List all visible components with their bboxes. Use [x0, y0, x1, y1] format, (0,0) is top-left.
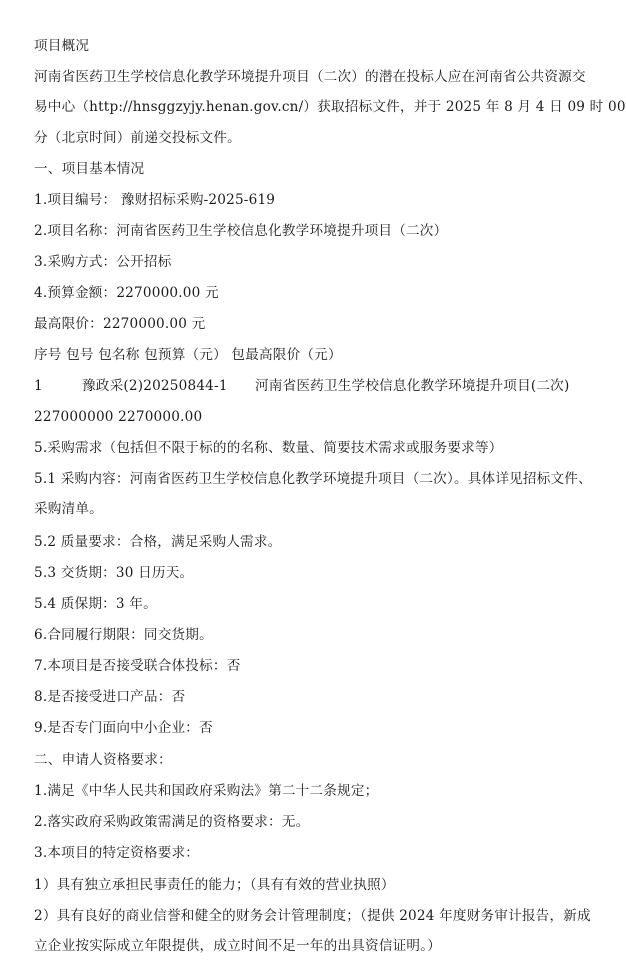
row-number: 1	[34, 378, 43, 394]
max-price: 最高限价：2270000.00 元	[34, 316, 206, 332]
project-number: 1.项目编号： 豫财招标采购-2025-619	[34, 192, 276, 208]
package-row-amounts: 227000000 2270000.00	[34, 409, 203, 425]
qualification-2: 2.落实政府采购政策需满足的资格要求：无。	[34, 814, 310, 830]
package-table-header: 序号 包号 包名称 包预算（元） 包最高限价（元）	[34, 347, 342, 363]
procurement-method: 3.采购方式：公开招标	[34, 254, 172, 270]
qualification-3-1: 1）具有独立承担民事责任的能力；（具有有效的营业执照）	[34, 877, 395, 893]
content-line-1: 5.1 采购内容：河南省医药卫生学校信息化教学环境提升项目（二次）。具体详见招标文件、	[34, 471, 592, 487]
qualification-3: 3.本项目的特定资格要求：	[34, 845, 200, 861]
section-title: 项目概况	[34, 38, 90, 54]
contract-period: 6.合同履行期限：同交货期。	[34, 627, 213, 643]
warranty-period: 5.4 质保期：3 年。	[34, 596, 157, 612]
heading-basic-info: 一、项目基本情况	[34, 161, 145, 177]
qualification-1: 1.满足《中华人民共和国政府采购法》第二十二条规定；	[34, 783, 379, 799]
intro-line-1: 河南省医药卫生学校信息化教学环境提升项目（二次）的潜在投标人应在河南省公共资源交	[34, 69, 586, 85]
quality-requirement: 5.2 质量要求：合格，满足采购人需求。	[34, 534, 282, 550]
project-name: 2.项目名称：河南省医药卫生学校信息化教学环境提升项目（二次）	[34, 223, 448, 239]
delivery-period: 5.3 交货期：30 日历天。	[34, 565, 194, 581]
procurement-requirements: 5.采购需求（包括但不限于标的的名称、数量、简要技术需求或服务要求等）	[34, 440, 503, 456]
row-package-name: 河南省医药卫生学校信息化教学环境提升项目(二次)	[255, 378, 570, 394]
row-package-id: 豫政采(2)20250844-1	[82, 378, 228, 394]
qualification-3-2-line-1: 2）具有良好的商业信誉和健全的财务会计管理制度；（提供 2024 年度财务审计报告，新成	[34, 908, 591, 924]
sme-only: 9.是否专门面向中小企业：否	[34, 720, 213, 736]
imported-products: 8.是否接受进口产品：否	[34, 689, 186, 705]
consortium-bidding: 7.本项目是否接受联合体投标：否	[34, 658, 241, 674]
content-line-2: 采购清单。	[34, 501, 103, 517]
heading-qualifications: 二、申请人资格要求：	[34, 752, 172, 768]
intro-line-2: 易中心（http://hnsggzyjy.henan.gov.cn/）获取招标文件，并于 2025 年 8 月 4 日 09 时 00	[34, 99, 626, 115]
budget-amount: 4.预算金额：2270000.00 元	[34, 285, 219, 301]
intro-line-3: 分（北京时间）前递交投标文件。	[34, 130, 241, 146]
qualification-3-2-line-2: 立企业按实际成立年限提供，成立时间不足一年的出具资信证明。）	[34, 938, 442, 954]
